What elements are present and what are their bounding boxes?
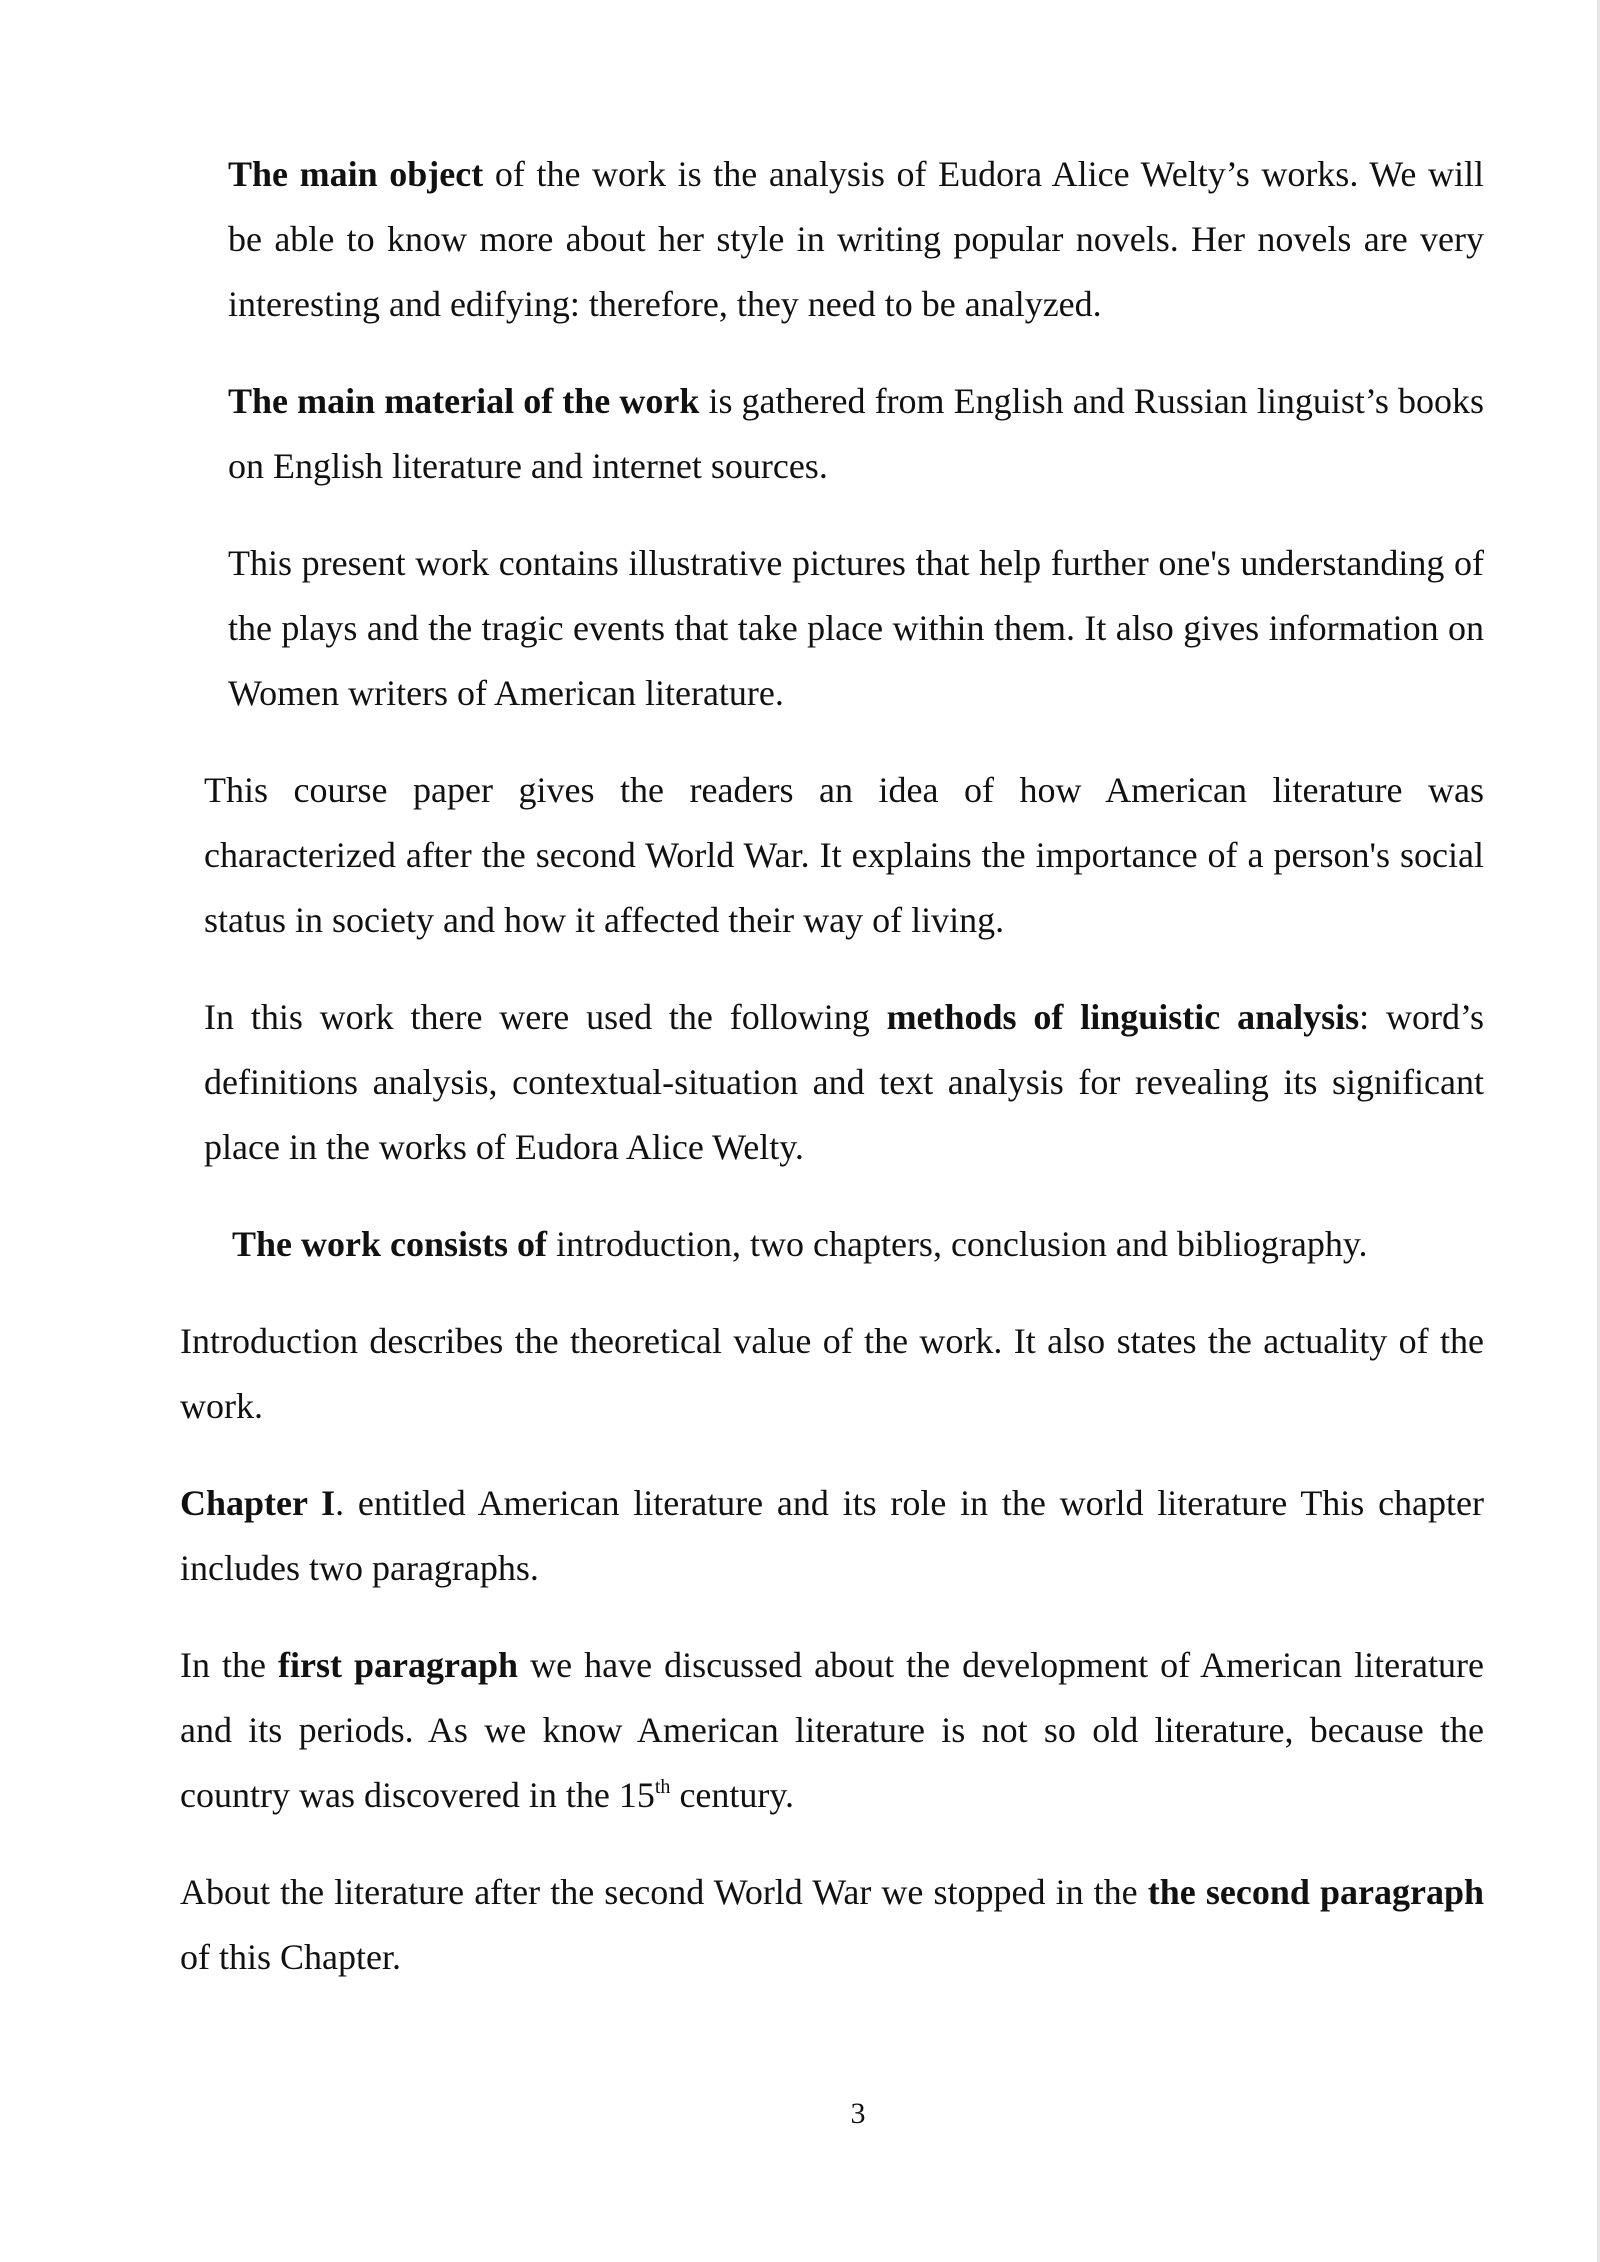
paragraph-illustrative-pictures [228,531,1484,726]
paragraph-text: of this Chapter. [180,1937,401,1977]
paragraph-course-paper [204,758,1484,953]
superscript: th [654,1776,671,1798]
paragraph-second-paragraph [180,1860,1484,1990]
paragraph-text: century. [670,1775,795,1815]
paragraph-text: : word’s definitions analysis, contextual-situation and text analysis for revealing its significant place in the works of Eudora Alice Welty. [204,997,1484,1167]
bold-phrase: the second paragraph [1147,1872,1484,1912]
paragraph-work-consists [232,1212,1484,1277]
paragraph-text: . entitled American literature and its role in the world literature This chapter includes two paragraphs. [180,1483,1484,1588]
paragraph-first-paragraph [180,1633,1484,1828]
paragraph-introduction [180,1309,1484,1439]
paragraph-text: This present work contains illustrative pictures that help further one's understanding of the plays and the tragic events that take place within them. It also gives information on Women writers of American literature. [228,543,1484,713]
paragraph-methods [204,985,1484,1180]
paragraph-chapter-one [180,1471,1484,1601]
bold-phrase: methods of linguistic analysis [886,997,1360,1037]
paragraph-main-material [228,369,1484,499]
paragraph-text: we have discussed about the development of American literature and its periods. As we know American literature is not so old literature, because the country was discovered in the 15 [180,1645,1485,1815]
bold-lead: The main object [228,154,484,194]
page-number: 3 [850,2097,866,2130]
paragraph-text: About the literature after the second World War we stopped in the [180,1872,1148,1912]
paragraph-text: This course paper gives the readers an idea of how American literature was characterized after the second World War. It explains the importance of a person's social status in society and how it affected their way of living. [204,770,1484,940]
bold-phrase: first paragraph [278,1645,519,1685]
bold-lead: The work consists of [232,1224,548,1264]
paragraph-text: Introduction describes the theoretical value of the work. It also states the actuality of the work. [180,1321,1484,1426]
bold-lead: The main material of the work [228,381,700,421]
bold-lead: Chapter I [180,1483,336,1523]
paragraph-text: In this work there were used the following [204,997,887,1037]
paragraph-text: introduction, two chapters, conclusion and bibliography. [547,1224,1368,1264]
paragraph-main-object [228,142,1484,337]
paragraph-text: In the [180,1645,279,1685]
paragraph-text: is gathered from English and Russian linguist’s books on English literature and internet sources. [228,381,1485,486]
paragraph-text: of the work is the analysis of Eudora Alice Welty’s works. We will be able to know more about her style in writing popular novels. Her novels are very interesting and edifying: therefore, they need to be analyzed. [228,154,1484,324]
